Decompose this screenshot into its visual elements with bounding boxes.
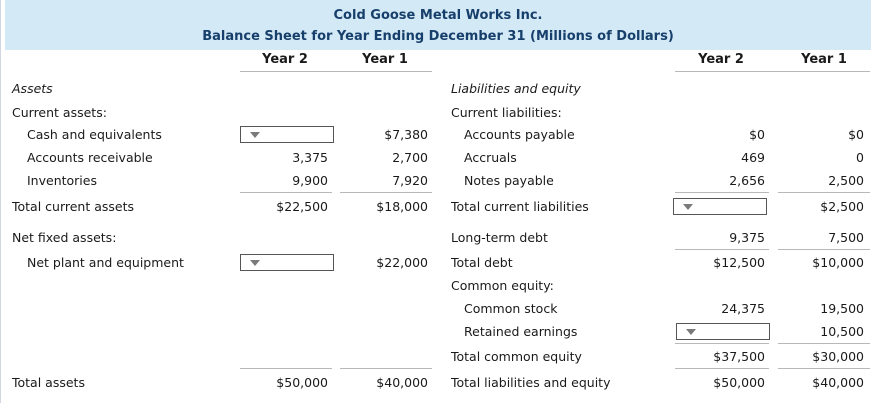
- payable-label: Accounts payable: [464, 127, 575, 142]
- left-border: [0, 0, 1, 403]
- total-common-equity-label: Total common equity: [451, 349, 582, 364]
- payable-year2: $0: [749, 127, 765, 142]
- payable-year1: $0: [848, 127, 864, 142]
- total-assets-rule-year2: [240, 368, 332, 369]
- left-header-year1: Year 1: [362, 52, 408, 67]
- total-liabilities-equity-year1: $40,000: [812, 375, 864, 390]
- dropdown-arrow-icon: [686, 329, 696, 335]
- total-assets-year2: $50,000: [276, 375, 328, 390]
- inventories-year1: 7,920: [392, 173, 428, 188]
- total-liabilities-equity-year2: $50,000: [713, 375, 765, 390]
- accruals-year2: 469: [741, 150, 765, 165]
- cash-year1: $7,380: [384, 127, 428, 142]
- notes-label: Notes payable: [464, 173, 554, 188]
- plant-label: Net plant and equipment: [27, 255, 184, 270]
- cash-label: Cash and equivalents: [27, 127, 162, 142]
- right-header-rule: [675, 71, 870, 72]
- total-current-assets-label: Total current assets: [12, 199, 135, 214]
- notes-rule-year2: [675, 192, 769, 193]
- company-title: Cold Goose Metal Works Inc.: [333, 8, 543, 23]
- current-assets-label: Current assets:: [12, 105, 107, 120]
- notes-rule-year1: [778, 192, 870, 193]
- common-stock-year1: 19,500: [820, 301, 864, 316]
- liabilities-section-label: Liabilities and equity: [451, 81, 581, 96]
- longterm-debt-year1: 7,500: [828, 230, 864, 245]
- total-assets-rule-year1: [340, 368, 432, 369]
- total-assets-year1: $40,000: [376, 375, 428, 390]
- total-current-liabilities-year2-dropdown[interactable]: [673, 198, 767, 215]
- accruals-year1: 0: [856, 150, 864, 165]
- total-liabilities-equity-label: Total liabilities and equity: [451, 375, 611, 390]
- total-current-assets-year2: $22,500: [276, 199, 328, 214]
- retained-earnings-year1: 10,500: [820, 324, 864, 339]
- total-current-liabilities-year1: $2,500: [820, 199, 864, 214]
- retained-earnings-label: Retained earnings: [464, 324, 578, 339]
- retained-earnings-year2-dropdown[interactable]: [676, 323, 770, 340]
- dropdown-arrow-icon: [683, 204, 693, 210]
- retained-rule-year1: [778, 343, 870, 344]
- total-debt-label: Total debt: [451, 255, 513, 270]
- total-equity-rule-year1: [778, 368, 870, 369]
- total-current-assets-year1: $18,000: [376, 199, 428, 214]
- inventories-label: Inventories: [27, 173, 97, 188]
- notes-year1: 2,500: [828, 173, 864, 188]
- current-liabilities-label: Current liabilities:: [451, 105, 562, 120]
- sheet-subtitle: Balance Sheet for Year Ending December 31 (Millions of Dollars): [202, 29, 674, 44]
- total-debt-year1: $10,000: [812, 255, 864, 270]
- longterm-debt-label: Long-term debt: [451, 230, 548, 245]
- plant-year1: $22,000: [376, 255, 428, 270]
- inventories-rule-year2: [240, 192, 332, 193]
- inventories-year2: 9,900: [292, 173, 328, 188]
- receivable-label: Accounts receivable: [27, 150, 153, 165]
- longterm-rule-year2: [675, 249, 769, 250]
- accruals-label: Accruals: [464, 150, 517, 165]
- plant-year2-dropdown[interactable]: [240, 254, 334, 271]
- total-current-liabilities-label: Total current liabilities: [451, 199, 589, 214]
- left-header-year2: Year 2: [262, 52, 308, 67]
- total-equity-rule-year2: [675, 368, 769, 369]
- dropdown-arrow-icon: [250, 260, 260, 266]
- receivable-year1: 2,700: [392, 150, 428, 165]
- common-stock-label: Common stock: [464, 301, 558, 316]
- total-assets-label: Total assets: [12, 375, 85, 390]
- total-common-equity-year1: $30,000: [812, 349, 864, 364]
- common-stock-year2: 24,375: [721, 301, 765, 316]
- assets-section-label: Assets: [12, 81, 53, 96]
- right-header-year1: Year 1: [801, 52, 847, 67]
- right-header-year2: Year 2: [698, 52, 744, 67]
- cash-year2-dropdown[interactable]: [240, 126, 334, 143]
- total-common-equity-year2: $37,500: [713, 349, 765, 364]
- notes-year2: 2,656: [729, 173, 765, 188]
- longterm-debt-year2: 9,375: [729, 230, 765, 245]
- retained-rule-year2: [675, 343, 769, 344]
- common-equity-label: Common equity:: [451, 278, 554, 293]
- total-debt-year2: $12,500: [713, 255, 765, 270]
- inventories-rule-year1: [340, 192, 432, 193]
- dropdown-arrow-icon: [250, 132, 260, 138]
- longterm-rule-year1: [778, 249, 870, 250]
- fixed-assets-label: Net fixed assets:: [12, 230, 117, 245]
- receivable-year2: 3,375: [292, 150, 328, 165]
- left-header-rule: [240, 71, 432, 72]
